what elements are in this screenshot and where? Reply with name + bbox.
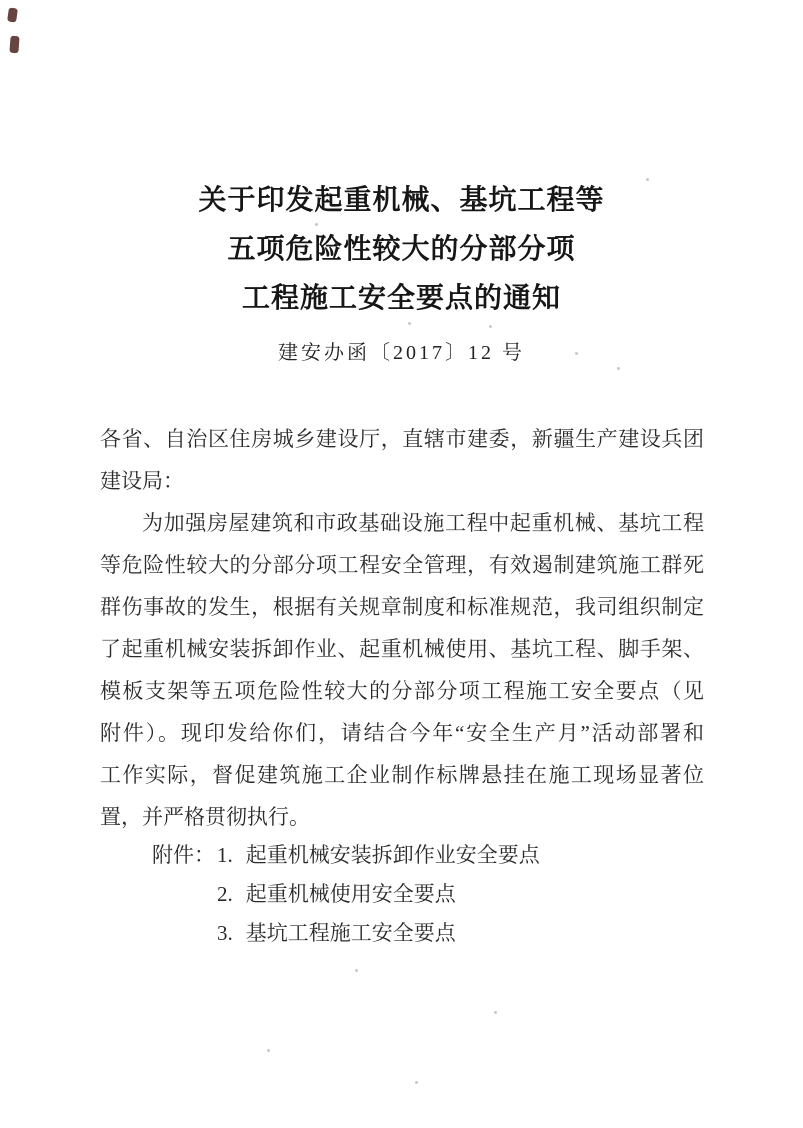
attachments-block [152, 836, 540, 953]
scan-mark [9, 36, 19, 54]
scan-speck [315, 223, 318, 226]
scan-mark [7, 7, 18, 22]
attachments-list [217, 836, 540, 953]
paragraph-line: 模板支架等五项危险性较大的分部分项工程施工安全要点（见 [100, 679, 704, 703]
attachment-item [217, 914, 540, 953]
scan-speck [617, 367, 620, 370]
doc-title [0, 176, 803, 323]
attachment-text: 起重机械使用安全要点 [245, 882, 456, 906]
salutation-line: 各省、自治区住房城乡建设厅，直辖市建委，新疆生产建设兵团 [100, 427, 704, 451]
paragraph-line: 等危险性较大的分部分项工程安全管理，有效遏制建筑施工群死 [100, 553, 704, 577]
attachments-label: 附件： [152, 843, 215, 867]
scan-speck [415, 1081, 418, 1084]
attachment-number: 3. [217, 921, 233, 945]
salutation-line: 建设局： [100, 469, 184, 493]
attachment-item [217, 875, 540, 914]
attachment-item [217, 836, 540, 875]
paragraph-line: 工作实际，督促建筑施工企业制作标牌悬挂在施工现场显著位 [100, 763, 704, 787]
paragraph-line: 置，并严格贯彻执行。 [100, 805, 310, 829]
paragraph-line: 为加强房屋建筑和市政基础设施工程中起重机械、基坑工程 [142, 511, 704, 535]
scan-speck [646, 178, 649, 181]
salutation [100, 418, 704, 502]
doc-title-line: 工程施工安全要点的通知 [241, 283, 561, 314]
body-paragraph [100, 502, 704, 838]
paragraph-line: 附件）。现印发给你们，请结合今年“安全生产月”活动部署和 [100, 721, 704, 745]
scan-speck [575, 352, 578, 355]
scan-speck [489, 325, 492, 328]
attachment-text: 起重机械安装拆卸作业安全要点 [245, 843, 540, 867]
scan-speck [355, 969, 358, 972]
attachment-text: 基坑工程施工安全要点 [245, 921, 456, 945]
doc-title-line: 五项危险性较大的分部分项 [227, 234, 576, 265]
scan-speck [267, 1049, 270, 1052]
attachment-number: 1. [217, 843, 233, 867]
paragraph-line: 了起重机械安装拆卸作业、起重机械使用、基坑工程、脚手架、 [100, 637, 704, 661]
doc-number: 建安办函〔2017〕12 号 [278, 342, 525, 364]
doc-title-line: 关于印发起重机械、基坑工程等 [198, 185, 605, 216]
scan-speck [408, 322, 411, 325]
paragraph-line: 群伤事故的发生，根据有关规章制度和标准规范，我司组织制定 [100, 595, 704, 619]
scan-speck [494, 1011, 497, 1014]
attachment-number: 2. [217, 882, 233, 906]
